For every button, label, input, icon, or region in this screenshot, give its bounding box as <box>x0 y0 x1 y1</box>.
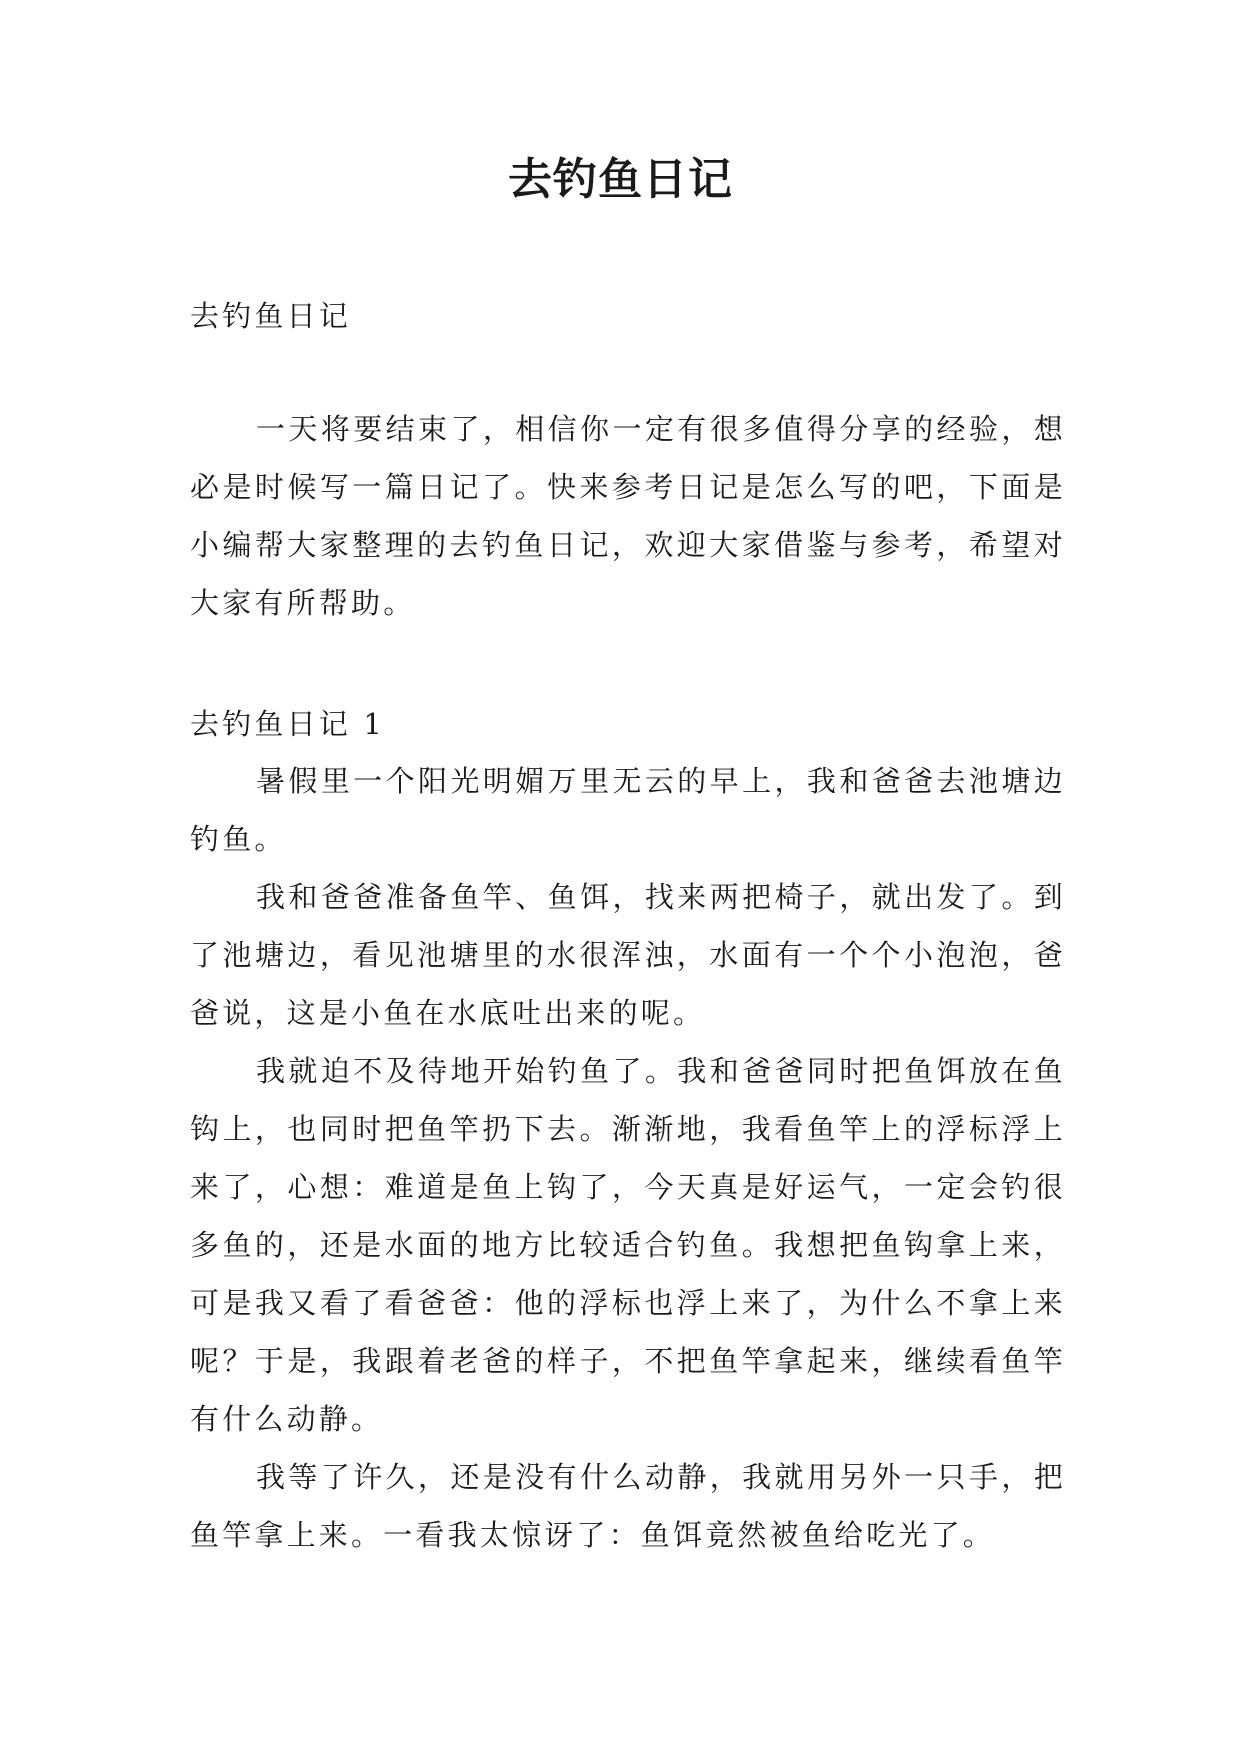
body-paragraph: 我就迫不及待地开始钓鱼了。我和爸爸同时把鱼饵放在鱼钩上，也同时把鱼竿扔下去。渐渐地，我看鱼竿上的浮标浮上来了，心想：难道是鱼上钩了，今天真是好运气，一定会钓很多鱼的，还是水面的地方比较适合钓鱼。我想把鱼钩拿上来，可是我又看了看爸爸：他的浮标也浮上来了，为什么不拿上来呢？于是，我跟着老爸的样子，不把鱼竿拿起来，继续看鱼竿有什么动静。 <box>190 1054 1066 1436</box>
document-title: 去钓鱼日记 <box>508 154 733 205</box>
body-paragraph: 我和爸爸准备鱼竿、鱼饵，找来两把椅子，就出发了。到了池塘边，看见池塘里的水很浑浊，水面有一个个小泡泡，爸爸说，这是小鱼在水底吐出来的呢。 <box>190 880 1066 1030</box>
document-subtitle: 去钓鱼日记 <box>190 299 352 333</box>
intro-paragraph: 一天将要结束了，相信你一定有很多值得分享的经验，想必是时候写一篇日记了。快来参考日记是怎么写的吧，下面是小编帮大家整理的去钓鱼日记，欢迎大家借鉴与参考，希望对大家有所帮助。 <box>190 412 1066 620</box>
body-paragraph: 我等了许久，还是没有什么动静，我就用另外一只手，把鱼竿拿上来。一看我太惊讶了：鱼饵竟然被鱼给吃光了。 <box>190 1460 1066 1552</box>
section-title: 去钓鱼日记 1 <box>190 707 386 741</box>
body-paragraph: 暑假里一个阳光明媚万里无云的早上，我和爸爸去池塘边钓鱼。 <box>190 764 1066 856</box>
section-body <box>190 752 1066 1564</box>
